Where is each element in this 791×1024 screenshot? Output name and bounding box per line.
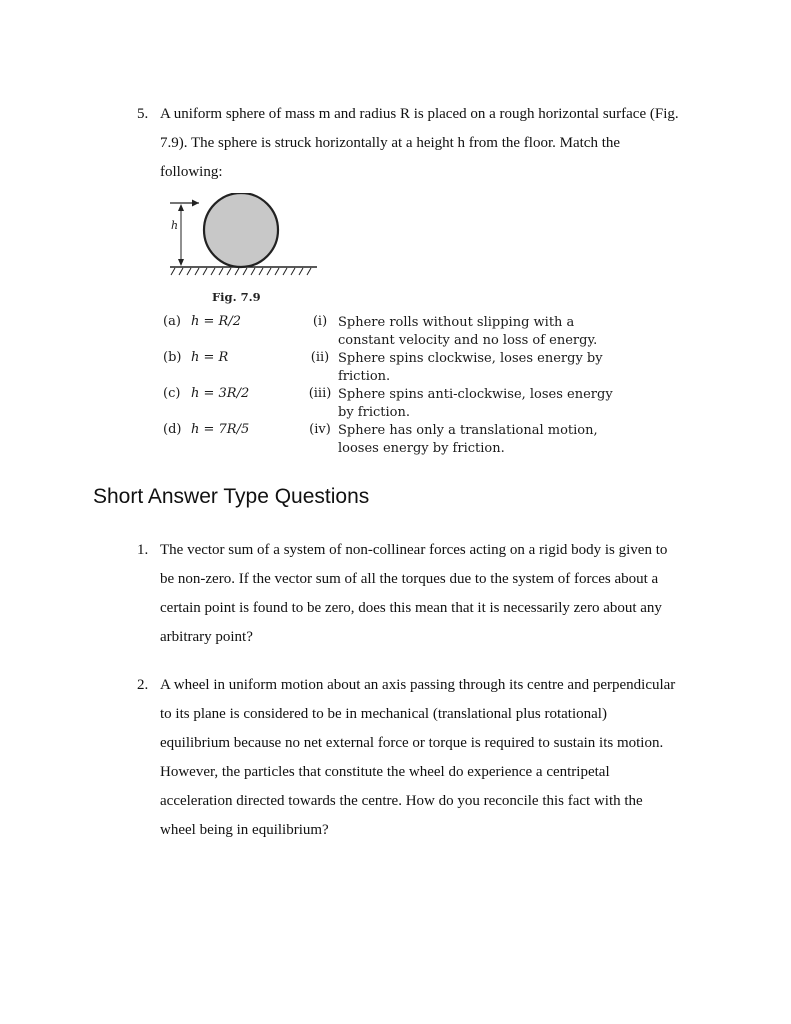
right-description-line: friction. [338,368,391,384]
right-description-line: Sphere rolls without slipping with a [338,315,575,330]
question-5-line: A uniform sphere of mass m and radius R is placed on a rough horizontal surface (Fig. [160,106,679,122]
question-line: equilibrium because no net external force or torque is required to sustain its motion. [160,735,664,751]
short-question-1-text [160,536,720,652]
right-description-line: looses energy by friction. [338,440,505,456]
question-line: The vector sum of a system of non-collinear forces acting on a rigid body is given to [160,542,668,558]
right-tag: (i) [312,314,328,329]
short-question-2-text [160,671,720,845]
question-line: A wheel in uniform motion about an axis passing through its centre and perpendicular [160,677,676,693]
ground-hatching [171,268,311,275]
left-tag: (b) [163,350,182,365]
left-expression: h = 7R/5 [191,422,250,437]
match-row [163,420,623,456]
question-line: be non-zero. If the vector sum of all the torques due to the system of forces about a [160,571,659,587]
left-expression: h = R [191,350,229,365]
right-description [338,314,623,349]
right-tag: (ii) [310,350,330,365]
strike-arrow-head [192,200,199,207]
right-tag: (iii) [308,386,332,401]
right-description-line: Sphere has only a translational motion, [338,423,598,438]
right-description-line: Sphere spins anti-clockwise, loses energy [338,387,613,402]
question-line: wheel being in equilibrium? [160,822,329,838]
right-tag: (iv) [309,422,331,437]
height-label: h [171,219,179,232]
sphere [204,193,278,267]
height-arrow-bottom [178,259,184,266]
figure-caption: Fig. 7.9 [212,290,261,304]
question-5-line: 7.9). The sphere is struck horizontally at a height h from the floor. Match the [160,135,621,151]
sphere-diagram [165,193,325,293]
question-5-number: 5. [137,106,149,122]
question-5-line: following: [160,164,223,180]
left-expression: h = 3R/2 [191,386,250,401]
match-row [163,312,623,348]
section-heading: Short Answer Type Questions [93,485,370,508]
right-description [338,350,623,385]
match-row [163,384,623,420]
right-description-line: constant velocity and no loss of energy. [338,332,598,348]
question-line: arbitrary point? [160,629,253,645]
left-expression: h = R/2 [191,314,241,329]
question-line: to its plane is considered to be in mechanical (translational plus rotational) [160,706,607,722]
match-table [163,312,623,456]
right-description [338,386,623,421]
right-description [338,422,623,457]
height-arrow-top [178,204,184,211]
question-line: acceleration directed towards the centre. How do you reconcile this fact with the [160,793,643,809]
left-tag: (d) [163,422,182,437]
question-line: certain point is found to be zero, does this mean that it is necessarily zero about any [160,600,662,616]
question-5-text [160,100,720,187]
right-description-line: Sphere spins clockwise, loses energy by [338,351,603,366]
sphere-figure [165,193,325,293]
right-description-line: by friction. [338,404,410,420]
short-question-1-number: 1. [137,542,149,558]
match-row [163,348,623,384]
left-tag: (c) [163,386,181,401]
left-tag: (a) [163,314,181,329]
question-line: However, the particles that constitute the wheel do experience a centripetal [160,764,610,780]
short-question-2-number: 2. [137,677,149,693]
